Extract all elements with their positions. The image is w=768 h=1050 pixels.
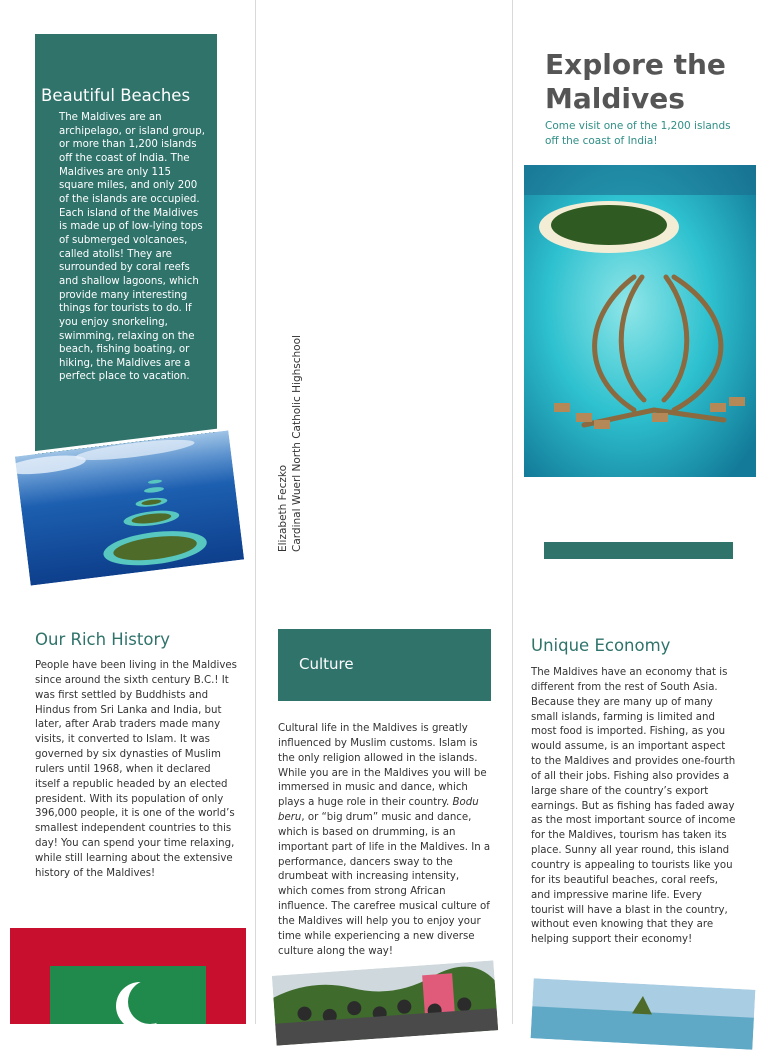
culture-text-start: Cultural life in the Maldives is greatly influenced by Muslim customs. Islam is the only religion allowed in the islands. While you are in the Maldives you will be immersed in music and dance, which plays a huge role in their country. bbox=[278, 723, 487, 809]
culture-performance-photo bbox=[272, 960, 498, 1045]
panel-divider-left bbox=[255, 0, 256, 1024]
resort-aerial-photo bbox=[524, 165, 756, 477]
beach-photo bbox=[531, 978, 756, 1050]
history-paragraph: People have been living in the Maldives since around the sixth century B.C.! It was first settled by Buddhists and Hindus from Sri Lanka and India, but later, after Arab traders made many visits, it converted to Islam. It was governed by six dynasties of Muslim rulers until 1968, when it declared itself a republic headed by an elected president. With its population of only 396,000 people, it is one of the world’s smallest independent countries to this day! You can spend your time relaxing, while still learning about the extensive history of the Maldives! bbox=[35, 660, 237, 879]
culture-text-end: , or “big drum” music and dance, which is based on drumming, is an important part of life in the Maldives. In a performance, dancers sway to the drumbeat with increasing intensity, which comes from strong African influence. The carefree musical culture of the Maldives will help you to enjoy your time while experiencing a new diverse culture along the way! bbox=[278, 812, 491, 957]
panel-divider-right bbox=[512, 0, 513, 1024]
economy-heading: Unique Economy bbox=[531, 636, 671, 655]
economy-paragraph: The Maldives have an economy that is different from the rest of South Asia. Because they are many up of many small islands, farming is limited and most food is imported. Fishing, as you would assume, is an important aspect to the Maldives and provides one-fourth of all their jobs. Fishing also provides a large share of the country’s export earnings. But as fishing has faded away as the most important source of income for the Maldives, tourism has taken its place. Sunny all year round, this island country is appealing to tourists like you for its beautiful beaches, coral reefs, and impressive marine life. Every tourist will have a blast in the country, without even knowing that they are helping support their economy! bbox=[531, 667, 736, 946]
brochure-credit bbox=[276, 312, 304, 552]
culture-paragraph bbox=[278, 722, 491, 960]
school-name: Cardinal Wuerl North Catholic Highschool bbox=[291, 335, 303, 552]
maldives-flag-image bbox=[10, 928, 246, 1024]
history-heading: Our Rich History bbox=[35, 630, 170, 649]
cover-title: Explore the Maldives bbox=[545, 48, 726, 115]
culture-term-bodu-beru: Bodu beru bbox=[278, 797, 479, 824]
atoll-aerial-photo bbox=[15, 430, 244, 585]
beaches-heading: Beautiful Beaches bbox=[41, 86, 191, 105]
beaches-paragraph: The Maldives are an archipelago, or island group, or more than 1,200 islands off the coast of India. The Maldives are only 115 square miles, and only 200 of the islands are occupied. Each island of the Maldives is made up of low-lying tops of submerged volcanoes, called atolls! They are surrounded by coral reefs and shallow lagoons, which provide many interesting things for tourists to do. If you enjoy snorkeling, swimming, relaxing on the beach, fishing boating, or hiking, the Maldives are a perfect place to vacation. bbox=[59, 112, 205, 383]
cover-accent-bar bbox=[544, 542, 733, 559]
cover-subtitle: Come visit one of the 1,200 islands off the coast of India! bbox=[545, 120, 731, 147]
culture-heading: Culture bbox=[299, 655, 354, 673]
author-name: Elizabeth Feczko bbox=[277, 465, 289, 552]
